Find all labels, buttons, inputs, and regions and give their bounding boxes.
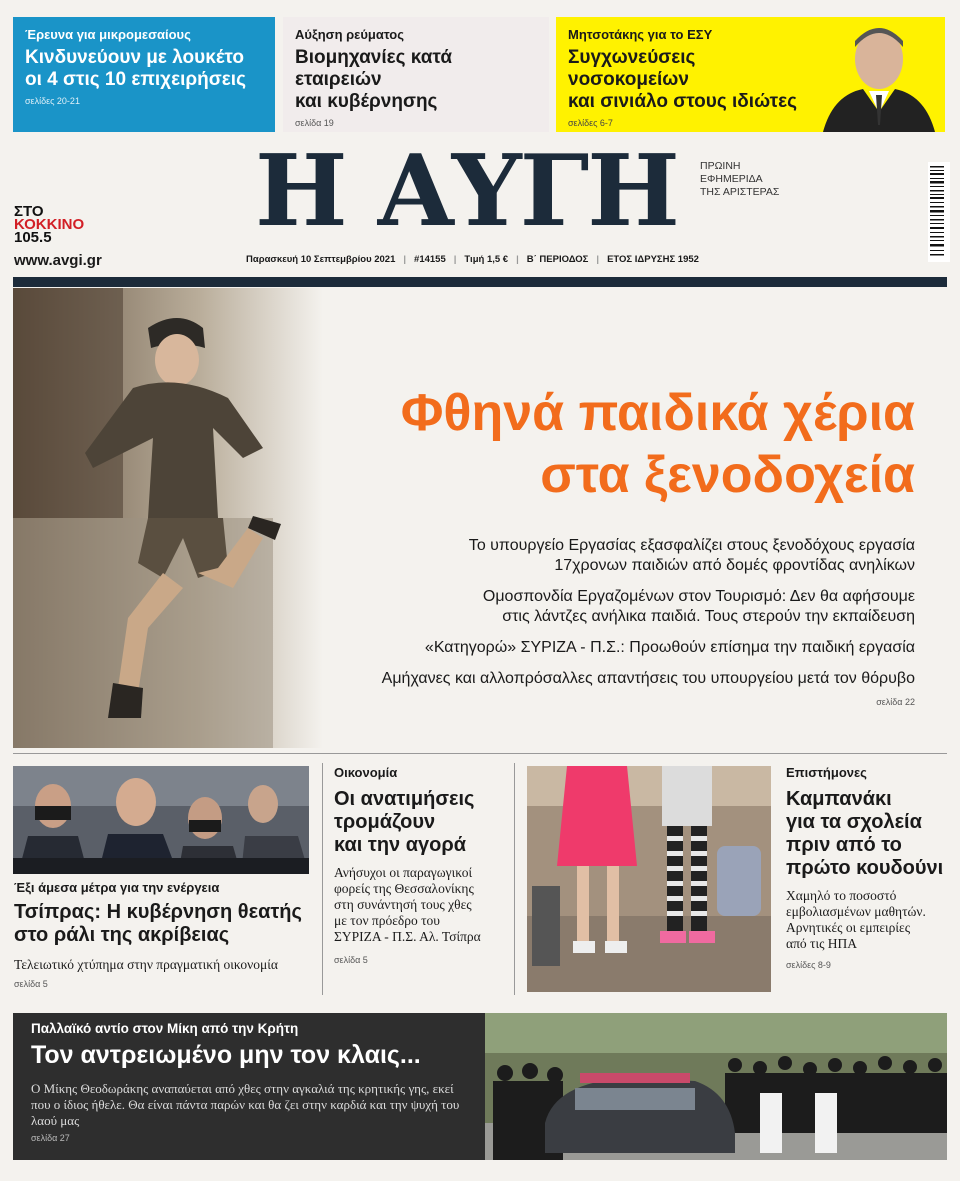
story-economy[interactable] (334, 765, 509, 965)
photo-press-conference (13, 766, 309, 874)
hero-bullet: Ομοσπονδία Εργαζομένων στον Τουρισμό: Δεν θα αφήσουμε στις λάντζες ανήλικα παιδιά. Τους στερούν την εκπαίδευση (482, 588, 915, 625)
section-label: Επιστήμονες (786, 765, 867, 780)
hero-photo-running-boy (13, 288, 323, 748)
hero-summary (355, 536, 915, 700)
story-headline: Τσίπρας: Η κυβέρνηση θεατής στο ράλι της ακρίβειας (14, 901, 302, 946)
hero-headline[interactable]: Φθηνά παιδικά χέρια στα ξενοδοχεία (400, 384, 915, 504)
story-body: Χαμηλό το ποσοστό εμβολιασμένων μαθητών. Αρνητικές οι εμπειρίες από τις ΗΠΑ (786, 888, 926, 951)
tagline: ΠΡΩΙΝΗ ΕΦΗΜΕΡΙΔΑ ΤΗΣ ΑΡΙΣΤΕΡΑΣ (700, 160, 780, 198)
founded-year: ΕΤΟΣ ΙΔΡΥΣΗΣ 1952 (607, 254, 699, 265)
story-kicker: Παλλαϊκό αντίο στον Μίκη από την Κρήτη (31, 1021, 299, 1036)
issue-price: Τιμή 1,5 € (464, 254, 509, 265)
hero-page-ref: σελίδα 22 (876, 697, 915, 707)
hero-bullet: Αμήχανες και αλλοπρόσαλλες απαντήσεις του υπουργείου μετά τον θόρυβο (381, 670, 915, 687)
story-body: Ο Μίκης Θεοδωράκης αναπαύεται από χθες στην αγκαλιά της κρητικής γης, εκεί που ο ίδιος ήθελε. Θα είναι πάντα παρών και θα ζει στην καρδιά και την ψυχή του λαού μας (31, 1081, 460, 1128)
divider (13, 753, 947, 754)
masthead-rule (13, 277, 947, 287)
teaser-page-ref: σελίδες 20-21 (25, 96, 80, 106)
column-divider (322, 763, 323, 995)
photo-funeral-crowd (485, 1013, 947, 1160)
story-headline: Τον αντρειωμένο μην τον κλαις... (31, 1041, 421, 1069)
issue-date: Παρασκευή 10 Σεπτεμβρίου 2021 (246, 254, 396, 265)
teaser-page-ref: σελίδα 19 (295, 118, 334, 128)
photo-schoolchildren (527, 766, 771, 992)
story-body: Ανήσυχοι οι παραγωγικοί φορείς της Θεσσαλονίκης στη συνάντησή τους χθες με τον πρόεδρο του ΣΥΡΙΖΑ - Π.Σ. Αλ. Τσίπρα (334, 865, 481, 944)
teaser-headline: Κινδυνεύουν με λουκέτο οι 4 στις 10 επιχειρήσεις (25, 47, 246, 90)
story-body: Τελειωτικό χτύπημα στην πραγματική οικονομία (14, 957, 278, 972)
portrait-photo (813, 17, 943, 132)
issue-number: #14155 (414, 254, 446, 265)
teaser-headline: Συγχωνεύσεις νοσοκομείων και σινιάλο στους ιδιώτες (568, 47, 797, 112)
story-headline: Καμπανάκι για τα σχολεία πριν από το πρώτο κουδούνι (786, 788, 944, 879)
story-page-ref: σελίδα 27 (31, 1133, 70, 1143)
teaser-headline: Βιομηχανίες κατά εταιρειών και κυβέρνησης (295, 47, 453, 112)
column-divider (514, 763, 515, 995)
story-kicker: Έξι άμεσα μέτρα για την ενέργεια (14, 880, 220, 895)
story-tsipras[interactable] (14, 880, 314, 989)
radio-logo: ΣΤΟ ΚΟΚΚΙΝΟ 105.5 (14, 203, 85, 246)
story-page-ref: σελίδα 5 (334, 955, 368, 965)
teaser-page-ref: σελίδες 6-7 (568, 118, 613, 128)
teaser-smes[interactable] (13, 17, 275, 132)
teaser-kicker: Αύξηση ρεύματος (295, 27, 404, 42)
story-headline: Οι ανατιμήσεις τρομάζουν και την αγορά (334, 788, 475, 856)
teaser-electricity[interactable] (283, 17, 549, 132)
section-label: Οικονομία (334, 765, 398, 780)
story-page-ref: σελίδες 8-9 (786, 960, 831, 970)
barcode (928, 162, 950, 262)
hero-bullet: Το υπουργείο Εργασίας εξασφαλίζει στους ξενοδόχους εργασία 17χρονων παιδιών από δομές φροντίδας ανηλίκων (468, 537, 915, 574)
teaser-health-system[interactable] (556, 17, 945, 132)
story-page-ref: σελίδα 5 (14, 979, 48, 989)
story-theodorakis[interactable] (13, 1013, 947, 1160)
issue-info: Παρασκευή 10 Σεπτεμβρίου 2021 | #14155 | Τιμή 1,5 € | Β΄ ΠΕΡΙΟΔΟΣ | ΕΤΟΣ ΙΔΡΥΣΗΣ 1952 (246, 254, 699, 265)
website-link[interactable]: www.avgi.gr (14, 252, 102, 269)
newspaper-title: Η ΑΥΓΗ (255, 134, 678, 249)
issue-period: Β΄ ΠΕΡΙΟΔΟΣ (526, 254, 589, 265)
teaser-kicker: Μητσοτάκης για το ΕΣΥ (568, 27, 713, 42)
teaser-kicker: Έρευνα για μικρομεσαίους (25, 27, 191, 42)
hero-bullet: «Κατηγορώ» ΣΥΡΙΖΑ - Π.Σ.: Προωθούν επίσημα την παιδική εργασία (424, 639, 915, 656)
story-schools[interactable] (786, 765, 948, 970)
